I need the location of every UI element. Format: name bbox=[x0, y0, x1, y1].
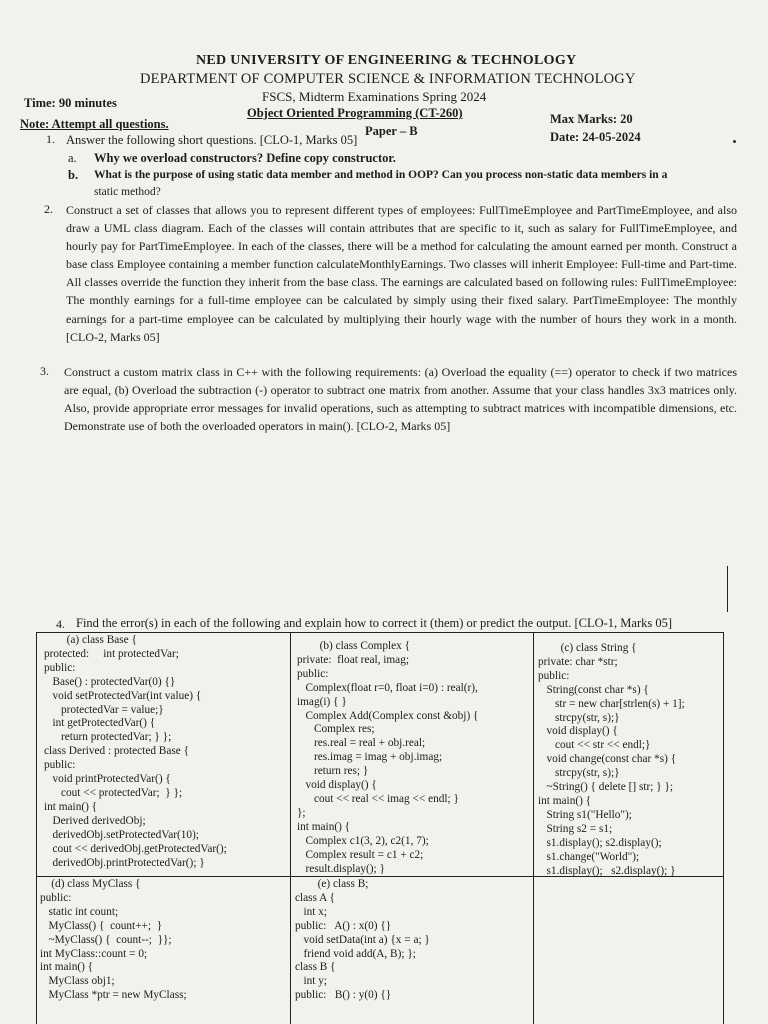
q4-code-c: (c) class String { private: char *str; public: String(const char *s) { str = new char[strlen(s) + 1]; strcpy(str, s);} void display() { cout << str << endl;} void change(const char *s) { strcpy(str, s);} ~String() { delete [] str; } }; int main() { String s1("Hello"); String s2 = s1; s1.display(); s2.display(); s1.change("World"); s1.display(); s2.display(); } bbox=[538, 642, 685, 877]
q4-code-b: (b) class Complex { private: float real, imag; public: Complex(float r=0, float i=0) : real(r), imag(i) { } Complex Add(Complex const &obj) { Complex res; res.real = real + obj.real; res.imag = imag + obj.imag; return res; } void display() { cout << real << imag << endl; } }; int main() { Complex c1(3, 2), c2(1, 7); Complex result = c1 + c2; result.display(); } bbox=[297, 640, 479, 875]
exam-title: FSCS, Midterm Examinations Spring 2024 bbox=[262, 89, 487, 104]
q4-number: 4. bbox=[56, 617, 65, 631]
university-name: NED UNIVERSITY OF ENGINEERING & TECHNOLOGY bbox=[196, 53, 577, 68]
max-marks: Max Marks: 20 bbox=[550, 112, 633, 126]
margin-mark bbox=[727, 566, 728, 612]
exam-note: Note: Attempt all questions. bbox=[20, 117, 169, 131]
q4-stem: Find the error(s) in each of the following and explain how to correct it (them) or predict the output. [CLO-1, Marks 05] bbox=[76, 616, 673, 630]
q1a-text: Why we overload constructors? Define copy constructor. bbox=[94, 151, 396, 165]
stray-mark bbox=[733, 140, 736, 143]
table-left-border bbox=[36, 632, 37, 1024]
exam-date: Date: 24-05-2024 bbox=[550, 130, 641, 144]
q1b-line2: static method? bbox=[94, 186, 161, 198]
table-column-divider-1 bbox=[290, 632, 291, 1024]
exam-time: Time: 90 minutes bbox=[24, 96, 117, 110]
department-name: DEPARTMENT OF COMPUTER SCIENCE & INFORMATION TECHNOLOGY bbox=[140, 71, 636, 87]
q1-number: 1. bbox=[46, 132, 55, 146]
q1-stem: Answer the following short questions. [CLO-1, Marks 05] bbox=[66, 133, 358, 147]
q1b-line1: What is the purpose of using static data member and method in OOP? Can you process non-static data members in a bbox=[94, 169, 668, 181]
q4-code-e: (e) class B; class A { int x; public: A() : x(0) {} void setData(int a) {x = a; } friend void add(A, B); }; class B { int y; public: B() : y(0) {} bbox=[295, 878, 430, 1002]
q4-code-d: (d) class MyClass { public: static int count; MyClass() { count++; } ~MyClass() { count--; }}; int MyClass::count = 0; int main() { MyClass obj1; MyClass *ptr = new MyClass; bbox=[40, 878, 187, 1002]
course-title: Object Oriented Programming (CT-260) bbox=[247, 106, 463, 120]
table-column-divider-2 bbox=[533, 632, 534, 1024]
q3-text: Construct a custom matrix class in C++ with the following requirements: (a) Overload the equality (==) operator to check if two matrices are equal, (b) Overload the subtraction (-) operator to subtract one matrix from another. Assume that your class handles 3x3 matrices only. Also, provide appropriate error messages for invalid operations, such as attempting to subtract matrices with incompatible dimensions, etc. Demonstrate use of both the overloaded operators in main(). [CLO-2, Marks 05] bbox=[64, 365, 737, 434]
q3-number: 3. bbox=[40, 364, 49, 378]
paper-label: Paper – B bbox=[365, 124, 418, 138]
q4-code-a: (a) class Base { protected: int protectedVar; public: Base() : protectedVar(0) {} void setProtectedVar(int value) { protectedVar = value;} int getProtectedVar() { return protectedVar; } }; class Derived : protected Base { public: void printProtectedVar() { cout << protectedVar; } }; int main() { Derived derivedObj; derivedObj.setProtectedVar(10); cout << derivedObj.getProtectedVar(); derivedObj.printProtectedVar(); } bbox=[44, 634, 227, 869]
table-right-border bbox=[723, 632, 724, 1024]
q2-text: Construct a set of classes that allows you to represent different types of employees: FullTimeEmployee and PartTimeEmployee, and also draw a UML class diagram. Each of the classes will contain attributes that are specific to it, such as salary for FullTimeEmployee, and hourly pay for PartTimeEmployee. In each of the classes, there will be a method for calculating the amount earned per month. Construct a base class Employee containing a member function calculateMonthlyEarnings. Two classes will inherit Employee: Full-time and Part-time. All classes override the function they inherit from the base class. The earnings are calculated based on following rules: FullTimeEmployee: The monthly earnings for a full-time employee can be calculated by simply using their fixed salary. PartTimeEmployee: The monthly earnings for a part-time employee can be calculated by multiplying their hourly wage with the number of hours they work in a month. [CLO-2, Marks 05] bbox=[66, 203, 737, 344]
q1b-label: b. bbox=[68, 168, 79, 182]
q2-number: 2. bbox=[44, 202, 53, 216]
table-top-border bbox=[36, 632, 724, 633]
q1a-label: a. bbox=[68, 151, 77, 165]
